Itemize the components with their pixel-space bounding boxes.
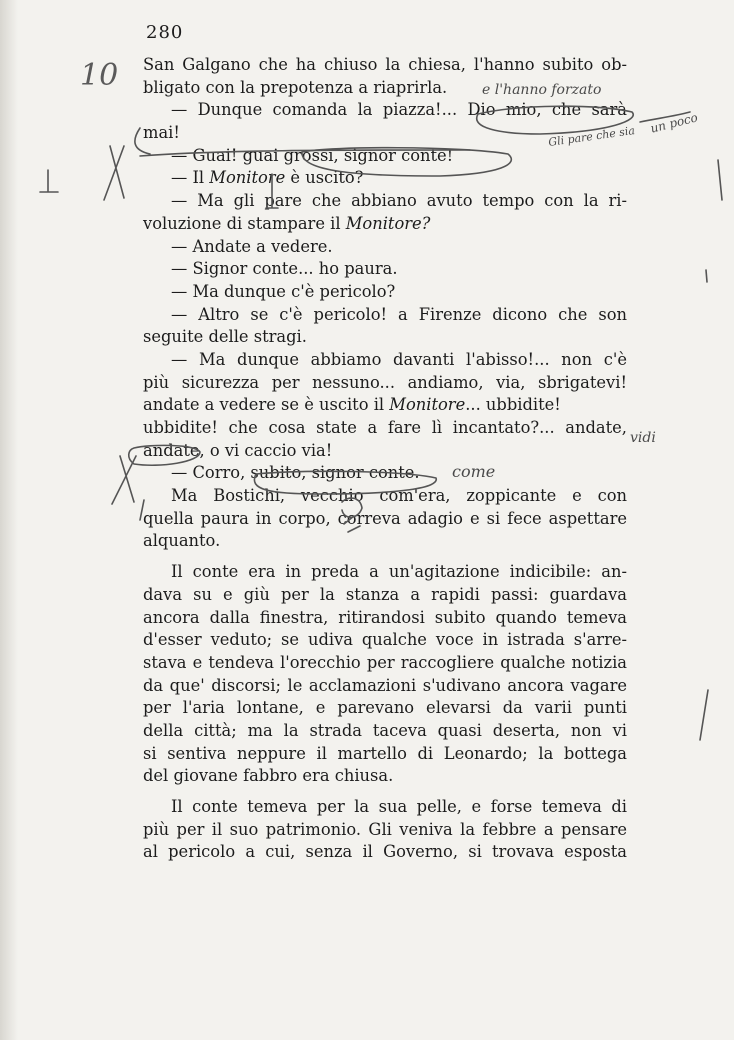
- margin-stroke: [706, 270, 707, 282]
- correction-mark: [342, 498, 362, 517]
- circle-mark: [254, 471, 436, 494]
- circle-mark: [302, 148, 511, 176]
- text-line: dava su e giù per la stanza a rapidi passi: guardava: [143, 584, 627, 604]
- handwritten-insert: un poco: [649, 110, 700, 136]
- text-line: andate, o vi caccio via!: [143, 440, 333, 460]
- text-line: — Ma dunque abbiamo davanti l'abisso!... non c'è: [171, 349, 627, 369]
- text-fragment: voluzione di stampare il: [143, 213, 346, 233]
- text-line: più per il suo patrimonio. Gli veniva la febbre a pensare: [143, 819, 627, 839]
- text-line: bligato con la prepotenza a riaprirla.: [143, 77, 448, 97]
- title-monitore: Monitore: [389, 395, 466, 415]
- cross-mark: [104, 146, 124, 200]
- text-line: — Signor conte... ho paura.: [171, 259, 398, 279]
- text-line: per l'aria lontane, e parevano elevarsi da varii punti: [143, 698, 627, 718]
- text-line: da que' discorsi; le acclamazioni s'udivano ancora vagare: [143, 675, 627, 695]
- text-line: alquanto.: [143, 531, 221, 551]
- text-line: si sentiva neppure il martello di Leonardo; la bottega: [143, 743, 627, 763]
- circle-mark: [477, 106, 634, 134]
- handwritten-insert: e l'hanno forzato: [482, 82, 602, 98]
- arrow-mark: [140, 150, 470, 156]
- correction-mark: [348, 526, 360, 532]
- text-fragment: è uscito?: [285, 168, 364, 188]
- arrow-mark: [640, 112, 690, 122]
- page-number: 280: [146, 22, 184, 43]
- title-monitore: Monitore: [209, 168, 286, 188]
- text-line: quella paura in corpo, correva adagio e si fece aspettare: [143, 508, 627, 528]
- handwritten-insert: come: [452, 462, 496, 481]
- text-line: Il conte temeva per la sua pelle, e forse temeva di: [171, 797, 627, 816]
- handwritten-insert: Gli pare che sia: [547, 123, 636, 150]
- text-line: — Dunque comanda la piazza!... Dio mio, che sarà: [171, 100, 627, 120]
- text-line: — Corro, subito, signor conte.: [171, 463, 420, 483]
- text-line: d'esser veduto; se udiva qualche voce in istrada s'arre-: [143, 630, 627, 650]
- text-fragment: ... ubbidite!: [465, 395, 561, 415]
- text-line: — Ma gli pare che abbiano avuto tempo con la ri-: [171, 191, 627, 211]
- text-line: Ma Bostichi, vecchio com'era, zoppicante e con: [171, 486, 627, 506]
- caret-mark: [40, 170, 58, 192]
- text-line: — Ma dunque c'è pericolo?: [171, 281, 396, 301]
- text-line: seguite delle stragi.: [143, 327, 307, 347]
- handwritten-insert: vidi: [630, 430, 656, 446]
- title-monitore: Monitore?: [345, 213, 431, 233]
- text-line: al pericolo a cui, senza il Governo, si trovava esposta: [143, 842, 627, 862]
- text-line: della città; ma la strada taceva quasi deserta, non vi: [143, 720, 627, 740]
- dialogue-dash: — Il: [171, 168, 210, 188]
- text-line: ancora dalla finestra, ritirandosi subito quando temeva: [143, 607, 627, 627]
- text-line: del giovane fabbro era chiusa.: [143, 766, 394, 786]
- text-line: San Galgano che ha chiuso la chiesa, l'hanno subito ob-: [143, 55, 627, 74]
- margin-stroke: [140, 500, 144, 520]
- insertion-mark: [266, 174, 278, 208]
- text-line: stava e tendeva l'orecchio per raccogliere qualche notizia: [143, 652, 627, 672]
- text-line: ubbidite! che cosa state a fare lì incantato?... andate,: [143, 418, 627, 437]
- bracket-mark: [135, 128, 150, 154]
- text-line: più sicurezza per nessuno... andiamo, via, sbrigatevi!: [143, 372, 627, 392]
- text-fragment: andate a vedere se è uscito il: [143, 395, 390, 415]
- margin-stroke: [718, 160, 722, 200]
- text-line: — Altro se c'è pericolo! a Firenze dicono che son: [171, 304, 627, 324]
- text-line: — Andate a vedere.: [171, 236, 333, 256]
- margin-number-annotation: 10: [80, 58, 119, 93]
- text-line: — Guai! guai grossi, signor conte!: [171, 145, 454, 165]
- text-line: Il conte era in preda a un'agitazione indicibile: an-: [171, 562, 627, 582]
- text-line: mai!: [143, 123, 180, 143]
- margin-stroke: [700, 690, 708, 740]
- circle-mark: [129, 445, 200, 465]
